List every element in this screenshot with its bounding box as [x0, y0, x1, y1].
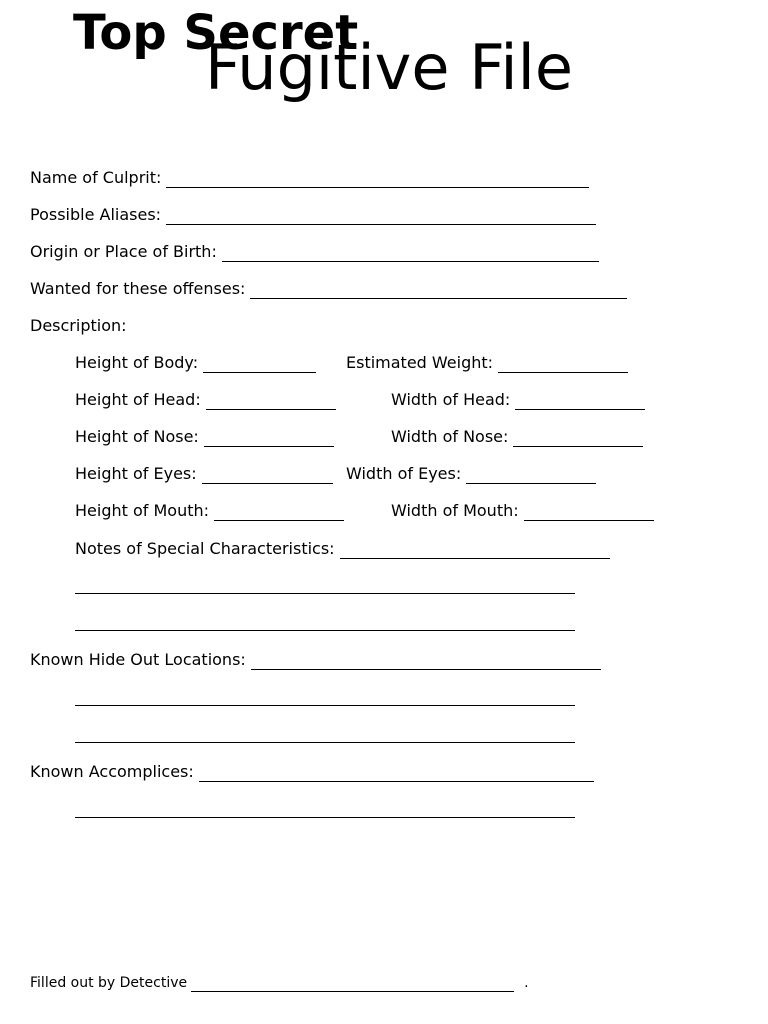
height-of-mouth-blank[interactable] [214, 504, 344, 521]
height-of-body-label: Height of Body: [75, 353, 199, 372]
name-of-culprit-blank[interactable] [166, 171, 589, 188]
document-title: Fugitive File [205, 31, 573, 104]
height-of-eyes-label: Height of Eyes: [75, 464, 197, 483]
width-of-nose-row [391, 427, 643, 447]
special-notes-line-2[interactable] [75, 593, 575, 594]
width-of-mouth-row [391, 501, 654, 521]
width-of-head-blank[interactable] [515, 393, 645, 410]
height-of-nose-row [75, 427, 334, 447]
hideout-line-2[interactable] [75, 705, 575, 706]
hideout-blank[interactable] [251, 653, 601, 670]
possible-aliases-label: Possible Aliases: [30, 205, 162, 224]
estimated-weight-row [346, 353, 628, 373]
detective-signature-row [30, 974, 529, 992]
special-notes-row [75, 539, 610, 559]
origin-row [30, 242, 599, 262]
height-of-mouth-row [75, 501, 344, 521]
height-of-head-row [75, 390, 336, 410]
height-of-nose-label: Height of Nose: [75, 427, 199, 446]
detective-name-blank[interactable] [191, 977, 514, 992]
width-of-head-label: Width of Head: [391, 390, 511, 409]
name-of-culprit-row [30, 168, 589, 188]
height-of-head-blank[interactable] [206, 393, 336, 410]
footer-period: . [524, 975, 529, 991]
special-notes-line-3[interactable] [75, 630, 575, 631]
height-of-body-row [75, 353, 316, 373]
height-of-head-label: Height of Head: [75, 390, 201, 409]
accomplices-label: Known Accomplices: [30, 762, 194, 781]
height-of-mouth-label: Height of Mouth: [75, 501, 210, 520]
detective-label: Filled out by Detective [30, 975, 188, 991]
estimated-weight-label: Estimated Weight: [346, 353, 494, 372]
height-of-eyes-blank[interactable] [202, 467, 333, 484]
height-of-eyes-row [75, 464, 333, 484]
hideout-row [30, 650, 601, 670]
top-secret-heading: Top Secret [73, 5, 359, 61]
width-of-nose-blank[interactable] [513, 430, 643, 447]
width-of-mouth-blank[interactable] [524, 504, 654, 521]
width-of-nose-label: Width of Nose: [391, 427, 509, 446]
origin-label: Origin or Place of Birth: [30, 242, 217, 261]
possible-aliases-row [30, 205, 596, 225]
accomplices-row [30, 762, 594, 782]
origin-blank[interactable] [222, 245, 599, 262]
width-of-mouth-label: Width of Mouth: [391, 501, 519, 520]
width-of-head-row [391, 390, 645, 410]
width-of-eyes-row [346, 464, 596, 484]
possible-aliases-blank[interactable] [166, 208, 596, 225]
description-label: Description: [30, 316, 127, 335]
hideout-label: Known Hide Out Locations: [30, 650, 246, 669]
offenses-blank[interactable] [250, 282, 627, 299]
accomplices-blank[interactable] [199, 765, 594, 782]
name-of-culprit-label: Name of Culprit: [30, 168, 162, 187]
description-row [30, 316, 127, 336]
special-notes-label: Notes of Special Characteristics: [75, 539, 335, 558]
accomplices-line-2[interactable] [75, 817, 575, 818]
width-of-eyes-label: Width of Eyes: [346, 464, 462, 483]
offenses-label: Wanted for these offenses: [30, 279, 246, 298]
special-notes-blank[interactable] [340, 542, 610, 559]
hideout-line-3[interactable] [75, 742, 575, 743]
estimated-weight-blank[interactable] [498, 356, 628, 373]
offenses-row [30, 279, 627, 299]
width-of-eyes-blank[interactable] [466, 467, 596, 484]
height-of-body-blank[interactable] [203, 356, 316, 373]
height-of-nose-blank[interactable] [204, 430, 334, 447]
